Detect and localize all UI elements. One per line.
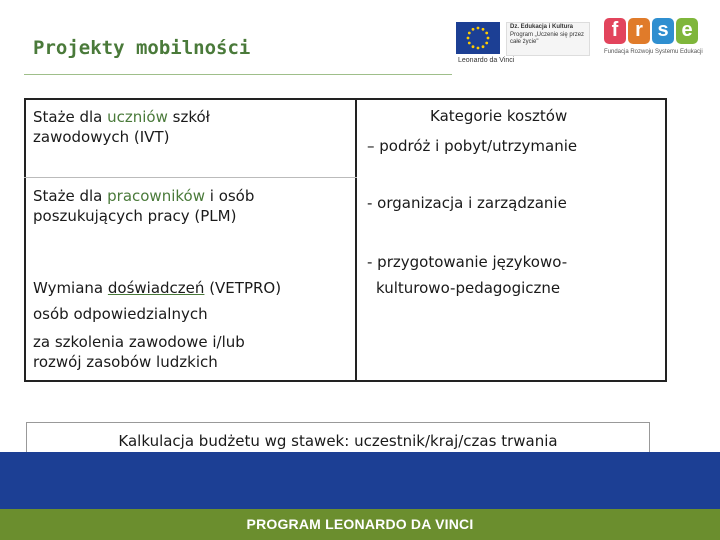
cost-item-management: - organizacja i zarządzanie [367, 194, 567, 212]
vetpro-line-1 [33, 278, 281, 298]
plm-line-1 [33, 186, 254, 206]
plm-line-2: poszukujących pracy (PLM) [33, 207, 237, 225]
llp-line-2: Program „Uczenie się przez całe życie" [510, 32, 585, 45]
vetpro-line-2: osób odpowiedzialnych [33, 305, 208, 323]
cost-item-preparation-line-2: kulturowo-pedagogiczne [376, 279, 561, 297]
title-divider [24, 74, 452, 75]
cost-item-preparation-line-1: - przygotowanie językowo- [367, 253, 568, 271]
vetpro-cell [33, 278, 281, 372]
frse-letters [604, 18, 704, 44]
vetpro-text-highlight: doświadczeń [107, 279, 205, 297]
budget-text: Kalkulacja budżetu wg stawek: uczestnik/kraj/czas trwania [118, 432, 558, 450]
llp-caption-text: Leonardo da Vinci [458, 57, 515, 64]
frse-letter-e: e [676, 18, 698, 44]
cost-categories-heading: Kategorie kosztów [430, 107, 568, 125]
plm-text-highlight: pracowników [107, 187, 205, 205]
footer-program-name: PROGRAM LEONARDO DA VINCI [246, 516, 474, 532]
ivt-text-highlight: uczniów [107, 108, 168, 126]
frse-caption: Fundacja Rozwoju Systemu Edukacji [604, 49, 703, 55]
table-row-divider [24, 177, 357, 178]
eu-llp-logo [456, 19, 588, 81]
ivt-text-a: Staże dla [33, 108, 108, 126]
footer-blue-band [0, 452, 720, 509]
plm-text-b: i osób [204, 187, 255, 205]
ivt-line-1 [33, 107, 210, 127]
page-title: Projekty mobilności [33, 37, 251, 59]
ivt-text-b: szkół [167, 108, 210, 126]
cost-item-travel: – podróż i pobyt/utrzymanie [367, 137, 578, 155]
frse-logo [604, 18, 704, 68]
vetpro-text-b: (VETPRO) [204, 279, 282, 297]
ivt-line-2: zawodowych (IVT) [33, 128, 170, 146]
plm-text-a: Staże dla [33, 187, 108, 205]
llp-caption [456, 57, 588, 65]
llp-label-box [506, 22, 590, 56]
vetpro-line-3: za szkolenia zawodowe i/lub [33, 333, 245, 351]
frse-letter-s: s [652, 18, 674, 44]
frse-letter-f: f [604, 18, 626, 44]
frse-letter-r: r [628, 18, 650, 44]
plm-cell [33, 186, 254, 226]
vetpro-line-4: rozwój zasobów ludzkich [33, 353, 218, 371]
table-column-divider [355, 98, 357, 382]
vetpro-text-a: Wymiana [33, 279, 108, 297]
llp-line-1: Dz. Edukacja i Kultura [510, 24, 574, 30]
cost-item-preparation [367, 252, 567, 298]
ivt-cell [33, 107, 210, 147]
eu-flag-icon [456, 22, 500, 54]
